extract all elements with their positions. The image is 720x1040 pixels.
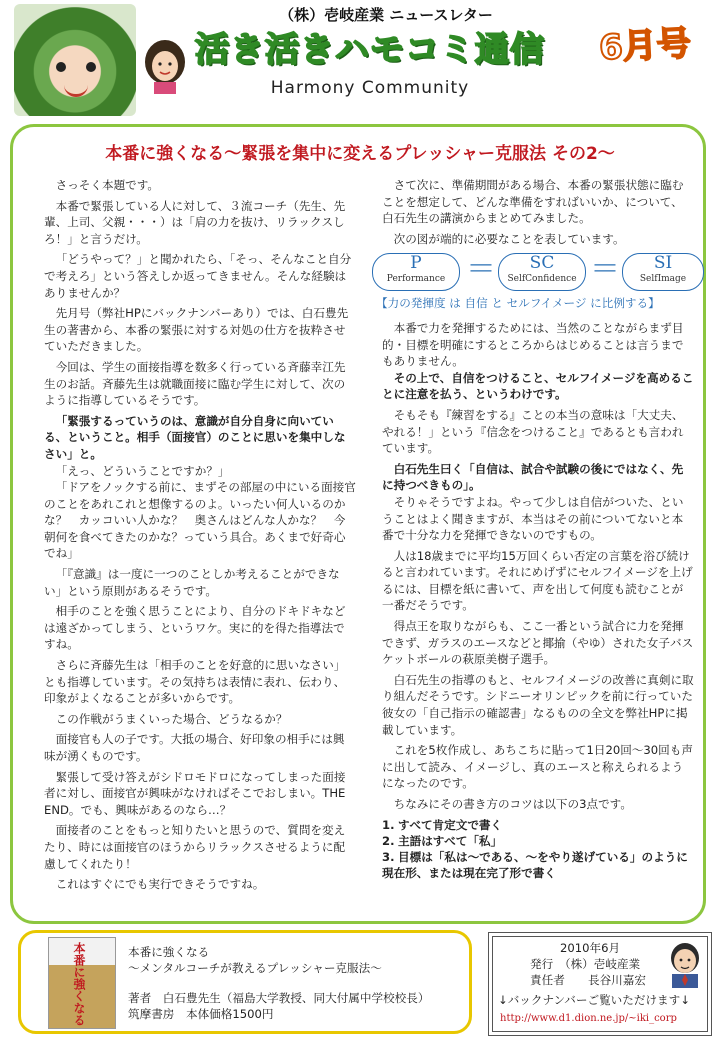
formula-caption: 【力の発揮度 は 自信 と セルフイメージ に比例する】 xyxy=(376,296,660,311)
paragraph: 緊張して受け答えがシドロモドロになってしまった面接者に対し、面接官が興味がなければそこでおしまい。THE END。でも、興味があるのなら…？ xyxy=(44,769,346,817)
tips-list xyxy=(382,817,694,881)
paragraph: 白石先生曰く「自信は、試合や試験の後にではなく、先に持つべきもの」。 xyxy=(382,461,684,493)
newsletter-title: 活き活きハモコミ通信 xyxy=(195,30,545,70)
issue-date: 2010年6月 xyxy=(560,941,621,955)
formula-diagram xyxy=(372,253,702,293)
company-name: （株）壱岐産業 ニュースレター xyxy=(279,6,493,24)
self-image-box: SI SelfImage xyxy=(622,253,704,291)
article-right-column xyxy=(376,177,694,881)
book-author xyxy=(128,990,429,1022)
article-left-column xyxy=(44,177,356,897)
book-title xyxy=(128,944,382,976)
paragraph: 「えっ、どういうことですか？」 xyxy=(55,463,230,478)
equals-sign: ＝ xyxy=(466,252,496,288)
issue-badge: 6月号 xyxy=(584,17,707,75)
paragraph: 「緊張するっていうのは、意識が自分自身に向いている、ということ。相手（面接官）のことに思いを集中しなさい」と。 xyxy=(44,413,346,461)
mascot-mouth xyxy=(64,84,88,97)
book-subtitle-line: ～メンタルコーチが教えるプレッシャー克服法～ xyxy=(128,961,382,975)
website-link[interactable]: http://www.d1.dion.ne.jp/~iki_corp xyxy=(500,1013,677,1024)
book-author-line: 著者 白石豊先生（福島大学教授、同大付属中学校校長） xyxy=(128,991,430,1005)
mascot-photo xyxy=(14,4,136,116)
tip-item: 3. 目標は「私は～である、～をやり遂げている」のように現在形、または現在完了形で書く xyxy=(382,849,688,880)
editor-name: 責任者 長谷川嘉宏 xyxy=(530,973,646,987)
paragraph: これはすぐにでも実行できそうですね。 xyxy=(55,877,265,892)
paragraph: そもそも『練習をする』ことの本当の意味は「大丈夫、やれる！」という『信念をつけること』であるとも言われています。 xyxy=(382,407,684,456)
paragraph: 「『意識』は一度に一つのことしか考えることができない」という原則があるそうです。 xyxy=(44,567,340,598)
paragraph: 「どうやって？」と聞かれたら、「そっ、そんなこと自分で考えろ」という答えしか返ってきません。そんな経験はありませんか？ xyxy=(44,252,352,300)
newsletter-subtitle: Harmony Community xyxy=(270,78,470,98)
mascot-eye-left xyxy=(56,62,66,72)
backnumber-note: ↓バックナンバーご覧いただけます↓ xyxy=(498,993,690,1007)
paragraph: この作戦がうまくいった場合、どうなるか？ xyxy=(55,711,288,726)
paragraph: 人は18歳までに平均15万回くらい否定の言葉を浴び続けると言われています。それにめげずにセルフイメージを上げるには、目標を紙に書いて、声を出して何度も読むことが一番だそうです。 xyxy=(382,548,693,613)
paragraph: 白石先生の指導のもと、セルフイメージの改善に真剣に取り組んだそうです。シドニーオリンピックを前に行っていた彼女の「自己指示の確認書」なるものの全文を弊社HPに掲載しています。 xyxy=(382,672,694,737)
paragraph: さらに斉藤先生は「相手のことを好意的に思いなさい」とも指導しています。その気持ちは表情に表れ、伝わり、印象がよくなることが多いからです。 xyxy=(44,658,346,706)
tip-item: 1. すべて肯定文で書く xyxy=(382,817,503,832)
paragraph: その上で、自信をつけること、セルフイメージを高めることに注意を払う、というわけです。 xyxy=(382,370,694,402)
paragraph: 次の図が端的に必要なことを表しています。 xyxy=(393,231,625,246)
equals-sign: ＝ xyxy=(590,252,620,288)
man-avatar-icon xyxy=(664,940,706,988)
paragraph: 相手のことを強く思うことにより、自分のドキドキなどは遠ざかってしまう、というワケ。実に的を得た指導法ですね。 xyxy=(44,604,346,652)
mascot-eye-right xyxy=(86,62,96,72)
book-title-line: 本番に強くなる xyxy=(128,945,210,959)
paragraph: さて次に、準備期間がある場合、本番の緊張状態に臨むことを想定して、どんな準備をすればいいか、について、白石先生の講演からまとめてみました。 xyxy=(382,178,684,226)
paragraph: そりゃそうですよね。やって少しは自信がついた、ということはよく聞きますが、本当はその前についてないと本番で十分な力を発揮できないのですもの。 xyxy=(382,494,684,543)
paragraph: 「ドアをノックする前に、まずその部屋の中にいる面接官のことをあれこれと想像するのよ。いったい何人いるのかな？ カッコいい人かな？ 奥さんはどんな人かな？ 今朝何を食べてきたのかな？っていう具合。あくまで好奇心でね」 xyxy=(44,480,356,561)
tip-item: 2. 主語はすべて「私」 xyxy=(382,833,503,848)
book-publisher-line: 筑摩書房 本体価格1500円 xyxy=(128,1007,274,1021)
paragraph: 今回は、学生の面接指導を数多く行っている斉藤幸江先生のお話。斉藤先生は就職面接に臨む学生に対して、次のように指導しているそうです。 xyxy=(44,359,346,408)
article-title: 本番に強くなる～緊張を集中に変えるプレッシャー克服法 その2～ xyxy=(105,144,615,164)
paragraph: 本番で力を発揮するためには、当然のことながらまず目的・目標を明確にするところからはじめることは言うまでもありません。 xyxy=(382,320,684,369)
performance-box: P Performance xyxy=(372,253,460,291)
paragraph: ちなみにその書き方のコツは以下の3点です。 xyxy=(393,797,632,811)
paragraph: 先月号（弊社HPにバックナンバーあり）では、白石豊先生の著書から、本番の緊張に対する対処の仕方を抜粋させていただきました。 xyxy=(44,306,349,354)
paragraph: これを5枚作成し、あちこちに貼って1日20回～30回も声に出して読み、イメージし、真のエースと称えられるようになったのです。 xyxy=(382,743,693,791)
paragraph: 面接官も人の子です。大抵の場合、好印象の相手には興味が湧くものです。 xyxy=(44,732,345,763)
paragraph: さっそく本題です。 xyxy=(55,178,160,192)
book-cover-title: 本番に強くなる xyxy=(72,942,86,1026)
self-confidence-box: SC SelfConfidence xyxy=(498,253,586,291)
book-cover-image xyxy=(48,937,116,1029)
paragraph: 本番で緊張している人に対して、３流コーチ（先生、先輩、上司、父親・・・）は「肩の力を抜け、リラックスしろ！」と言うだけ。 xyxy=(44,198,346,246)
paragraph: 面接者のことをもっと知りたいと思うので、質問を変えたり、時には面接官のほうからリラックスさせるように配慮してくれたり！ xyxy=(44,823,346,871)
publisher-name: 発行 （株）壱岐産業 xyxy=(530,957,641,971)
paragraph: 得点王を取りながらも、ここ一番という試合に力を発揮できず、ガラスのエースなどと揶揄（やゆ）された女子バスケットボールの萩原美樹子選手。 xyxy=(382,619,694,667)
